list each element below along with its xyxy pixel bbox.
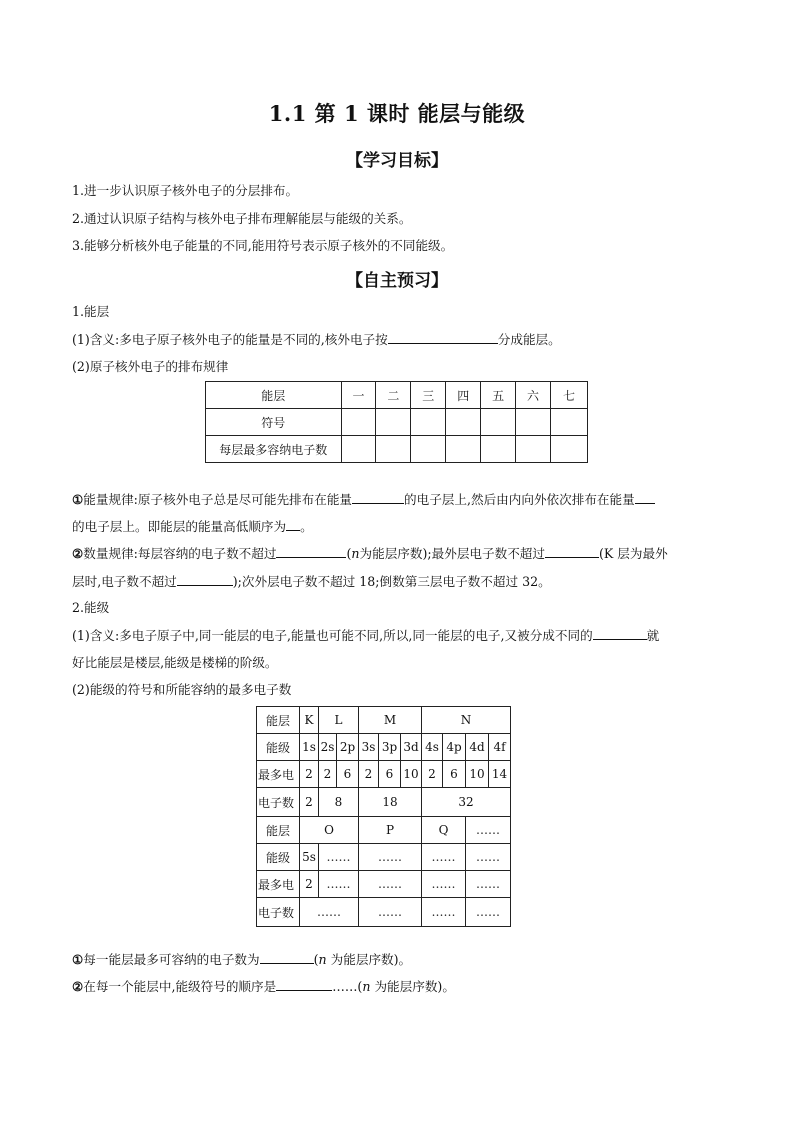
row-label-max-electrons: 每层最多容纳电子数: [206, 436, 342, 463]
table-row: [257, 871, 537, 898]
max-cell: 14: [489, 761, 511, 788]
max-cell: 10: [466, 761, 489, 788]
count-rule-text: );次外层电子数不超过 18;倒数第三层电子数不超过 32。: [232, 574, 551, 589]
count-rule-line-1: [72, 545, 668, 562]
layer-cell: 一: [341, 382, 376, 409]
answer-cell[interactable]: [341, 409, 376, 436]
label-layer: 能层: [257, 817, 300, 844]
sublevel-cell: 4f: [489, 734, 511, 761]
layer-n: N: [422, 707, 511, 734]
meaning-text-end: 分成能层。: [497, 332, 561, 347]
empty-cell: [511, 844, 537, 871]
layer-cell: 二: [376, 382, 411, 409]
empty-cell: [511, 871, 537, 898]
count-rule-line-2: [72, 573, 551, 590]
total-cell: 18: [359, 788, 422, 817]
energy-rule-line-1: [72, 491, 655, 508]
fill-in-blank[interactable]: [352, 491, 404, 504]
meaning-text: (1)含义:多电子原子核外电子的能量是不同的,核外电子按: [72, 332, 388, 347]
energy-layer-meaning: [72, 331, 561, 348]
sublevel-symbols-heading: (2)能级的符号和所能容纳的最多电子数: [72, 682, 292, 697]
layer-l: L: [319, 707, 359, 734]
fill-in-blank[interactable]: [286, 518, 300, 531]
answer-cell[interactable]: [550, 409, 587, 436]
variable-n: n: [362, 979, 371, 994]
rule-text: ……(: [332, 979, 363, 994]
count-rule-text: (: [346, 546, 352, 561]
rule-text: 在每一个能层中,能级符号的顺序是: [83, 979, 277, 994]
answer-cell[interactable]: [446, 436, 481, 463]
layer-cell: 三: [411, 382, 446, 409]
answer-cell[interactable]: [376, 409, 411, 436]
max-cell: 2: [300, 761, 319, 788]
label-sublevel: 能级: [257, 844, 300, 871]
answer-cell[interactable]: [481, 436, 516, 463]
sublevel-rule-2: [72, 978, 455, 995]
row-label-symbol: 符号: [206, 409, 342, 436]
empty-cell: [511, 898, 537, 927]
energy-rule-text: 。: [300, 519, 313, 534]
variable-n: n: [351, 546, 360, 561]
fill-in-blank[interactable]: [545, 545, 599, 558]
energy-layer-heading: 1.能层: [72, 304, 110, 319]
dots-cell: ……: [466, 871, 511, 898]
sublevel-cell: 1s: [300, 734, 319, 761]
table-row: [257, 734, 537, 761]
dots-cell: ……: [422, 871, 466, 898]
count-rule-text: (K 层为最外: [598, 546, 668, 561]
max-5s: 2: [300, 871, 319, 898]
section-heading-goals: 【学习目标】: [346, 151, 448, 171]
table-row: [257, 817, 537, 844]
section-heading-preview: 【自主预习】: [346, 271, 448, 291]
sublevel-meaning-line-1: [72, 627, 659, 644]
answer-cell[interactable]: [516, 409, 551, 436]
rule-text: 为能层序数)。: [370, 979, 455, 994]
sublevel-cell: 3d: [401, 734, 422, 761]
sublevel-cell: 4s: [422, 734, 443, 761]
sublevel-table: [256, 706, 537, 927]
sublevel-cell: 2s: [319, 734, 337, 761]
fill-in-blank[interactable]: [260, 951, 314, 964]
sublevel-cell: 4d: [466, 734, 489, 761]
energy-rule-line-2: [72, 518, 313, 535]
dots-cell: ……: [359, 871, 422, 898]
max-cell: 6: [337, 761, 359, 788]
row-label-layer: 能层: [206, 382, 342, 409]
fill-in-blank[interactable]: [276, 978, 332, 991]
circled-number-1: ①: [72, 492, 84, 507]
table-row: [257, 844, 537, 871]
sublevel-5s: 5s: [300, 844, 319, 871]
circled-number-1: ①: [72, 952, 84, 967]
layer-p: P: [359, 817, 422, 844]
sublevel-cell: 2p: [337, 734, 359, 761]
table-row: [257, 788, 537, 817]
rule-text: 每一能层最多可容纳的电子数为: [83, 952, 260, 967]
layer-cell: 七: [550, 382, 587, 409]
max-cell: 10: [401, 761, 422, 788]
label-max-electrons: 最多电: [257, 761, 300, 788]
layer-more: ……: [466, 817, 511, 844]
rule-text: (: [313, 952, 319, 967]
dots-cell: ……: [359, 844, 422, 871]
goal-item-3: 3.能够分析核外电子能量的不同,能用符号表示原子核外的不同能级。: [72, 238, 454, 253]
sublevel-rule-1: [72, 951, 411, 968]
goal-item-1: 1.进一步认识原子核外电子的分层排布。: [72, 183, 299, 198]
energy-rule-text: 的电子层上,然后由内向外依次排布在能量: [404, 492, 635, 507]
total-cell: 32: [422, 788, 511, 817]
table-row: [257, 761, 537, 788]
table-row: [257, 707, 537, 734]
answer-cell[interactable]: [411, 436, 446, 463]
dots-cell: ……: [466, 844, 511, 871]
sublevel-meaning-text: 就: [646, 628, 660, 643]
rule-text: 为能层序数)。: [326, 952, 412, 967]
fill-in-blank[interactable]: [177, 573, 233, 586]
dots-cell: ……: [319, 871, 359, 898]
label-electron-count: 电子数: [257, 788, 300, 817]
label-sublevel: 能级: [257, 734, 300, 761]
energy-layer-table: [205, 381, 588, 463]
max-cell: 6: [443, 761, 466, 788]
variable-n: n: [318, 952, 327, 967]
count-rule-text: 层时,电子数不超过: [72, 574, 177, 589]
max-cell: 2: [359, 761, 379, 788]
page-title: 1.1 第 1 课时 能层与能级: [268, 101, 526, 126]
arrangement-rule-heading: (2)原子核外电子的排布规律: [72, 359, 229, 374]
total-cell: 8: [319, 788, 359, 817]
fill-in-blank[interactable]: [635, 491, 655, 504]
layer-k: K: [300, 707, 319, 734]
answer-cell[interactable]: [446, 409, 481, 436]
label-max-electrons: 最多电: [257, 871, 300, 898]
layer-cell: 四: [446, 382, 481, 409]
label-electron-count: 电子数: [257, 898, 300, 927]
table-row: [206, 436, 588, 463]
sublevel-meaning-text: (1)含义:多电子原子中,同一能层的电子,能量也可能不同,所以,同一能层的电子,又被分成不同的: [72, 628, 593, 643]
layer-cell: 五: [481, 382, 516, 409]
dots-cell: ……: [422, 844, 466, 871]
count-rule-text: 为能层序数);最外层电子数不超过: [359, 546, 545, 561]
dots-cell: ……: [359, 898, 422, 927]
dots-cell: ……: [319, 844, 359, 871]
max-cell: 2: [422, 761, 443, 788]
answer-cell[interactable]: [481, 409, 516, 436]
total-cell: 2: [300, 788, 319, 817]
layer-o: O: [300, 817, 359, 844]
answer-cell[interactable]: [550, 436, 587, 463]
table-row: [206, 382, 588, 409]
answer-cell[interactable]: [411, 409, 446, 436]
sublevel-meaning-line-2: 好比能层是楼层,能级是楼梯的阶级。: [72, 655, 278, 670]
fill-in-blank[interactable]: [276, 545, 346, 558]
layer-q: Q: [422, 817, 466, 844]
answer-cell[interactable]: [376, 436, 411, 463]
table-row: [257, 898, 537, 927]
layer-m: M: [359, 707, 422, 734]
circled-number-2: ②: [72, 979, 84, 994]
layer-cell: 六: [516, 382, 551, 409]
dots-cell: ……: [466, 898, 511, 927]
table-row: [206, 409, 588, 436]
fill-in-blank[interactable]: [388, 331, 498, 344]
sublevel-cell: 3p: [379, 734, 401, 761]
energy-rule-text: 能量规律:原子核外电子总是尽可能先排布在能量: [83, 492, 353, 507]
answer-cell[interactable]: [341, 436, 376, 463]
circled-number-2: ②: [72, 546, 84, 561]
sublevel-cell: 4p: [443, 734, 466, 761]
fill-in-blank[interactable]: [593, 627, 647, 640]
max-cell: 2: [319, 761, 337, 788]
dots-cell: ……: [300, 898, 359, 927]
sublevel-cell: 3s: [359, 734, 379, 761]
max-cell: 6: [379, 761, 401, 788]
sublevel-heading: 2.能级: [72, 600, 110, 615]
dots-cell: ……: [422, 898, 466, 927]
count-rule-text: 数量规律:每层容纳的电子数不超过: [83, 546, 277, 561]
label-layer: 能层: [257, 707, 300, 734]
goal-item-2: 2.通过认识原子结构与核外电子排布理解能层与能级的关系。: [72, 211, 412, 226]
empty-cell: [511, 817, 537, 844]
energy-rule-text: 的电子层上。即能层的能量高低顺序为: [72, 519, 287, 534]
answer-cell[interactable]: [516, 436, 551, 463]
